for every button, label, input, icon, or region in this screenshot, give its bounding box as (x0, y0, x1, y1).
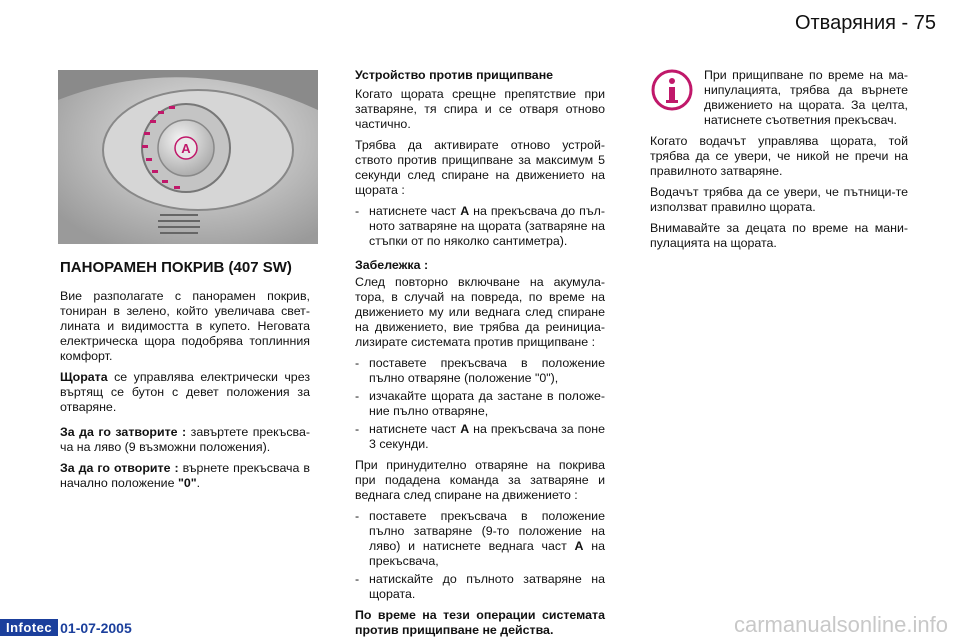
blind-description (60, 370, 310, 415)
panoramic-roof-section (60, 260, 310, 497)
close-label: За да го затворите : (60, 425, 187, 439)
forced-open-list (355, 509, 605, 602)
open-text: върнете прекъсвача в начално положение (60, 461, 310, 490)
info-box (650, 68, 908, 128)
note-heading: Забележка : (355, 258, 429, 272)
list-item: - поставете прекъсвача в положение пълно затваряне (9-то положение на ляво) и натиснете веднага част A на прекъсвача, (355, 509, 605, 569)
safety-p1: Когато водачът управлява щората, той трябва да се увери, че никой не пречи на правилното затваряне. (650, 134, 908, 178)
position-zero: "0" (177, 476, 197, 490)
roof-switch-photo (58, 70, 318, 244)
button-a-label: A (181, 141, 191, 156)
anti-pinch-section (355, 68, 605, 255)
info-text: При прищипване по време на ма-нипулацията, трябва да върнете движението на щората. За целта, натиснете съответния прекъсвач. (704, 68, 908, 127)
section-heading: ПАНОРАМЕН ПОКРИВ (407 SW) (60, 259, 292, 276)
note-p2: При принудително отваряне на покрива при подадена команда за затваряне и веднага след спиране на движението : (355, 458, 605, 502)
watermark: carmanualsonline.info (733, 612, 948, 637)
footer (0, 619, 132, 636)
safety-section (650, 68, 908, 257)
anti-pinch-p1: Когато щората срещне препятствие при затваряне, тя спира и се отваря отново частично. (355, 87, 605, 131)
roof-switch-illustration (58, 70, 318, 244)
edition-date: 01-07-2005 (60, 619, 132, 636)
list-item: - изчакайте щората да застане в положе-ние пълно отваряне, (355, 389, 605, 419)
blind-label: Щората (60, 370, 108, 384)
open-label: За да го отворите : (60, 461, 179, 475)
warning-text: По време на тези операции системата против прищипване не действа. (355, 608, 605, 637)
intro-paragraph: Вие разполагате с панорамен покрив, тониран в зелено, който увеличава свет-лината и видимостта в купето. Неговата електрическа щора подобрява топлинния комфорт. (60, 289, 310, 363)
blind-text: се управлява електрически чрез въртящ се бутон с девет положения за отваряне. (60, 370, 310, 414)
open-instruction (60, 461, 310, 491)
safety-p3: Внимавайте за децата по време на мани-пулацията на щората. (650, 221, 908, 250)
reinit-list (355, 356, 605, 452)
anti-pinch-heading: Устройство против прищипване (355, 68, 554, 82)
page-title: Отваряния - 75 (794, 12, 936, 34)
close-instruction (60, 425, 310, 455)
note-section (355, 258, 605, 644)
open-end: . (196, 476, 201, 490)
list-item: - натиснете част A на прекъсвача за поне 3 секунди. (355, 422, 605, 452)
note-p1: След повторно включване на акумула-тора, в случай на повреда, по време на движението му или веднага след спиране на движението, вие трябва да реинициа-лизирате системата против прищипване : (355, 275, 605, 349)
anti-pinch-list (355, 204, 605, 249)
safety-p2: Водачът трябва да се увери, че пътници-те използват правилно щората. (650, 185, 908, 214)
list-item: - натиснете част A на прекъсвача до пъл-ното затваряне на щората (затваряне на стъпки от по няколко сантиметра). (355, 204, 605, 249)
list-item: - поставете прекъсвача в положение пълно отваряне (положение "0"), (355, 356, 605, 386)
info-icon (650, 68, 694, 112)
list-item: - натискайте до пълното затваряне на щората. (355, 572, 605, 602)
anti-pinch-p2: Трябва да активирате отново устрой-ството против прищипване за максимум 5 секунди след спиране на движението на щората : (355, 138, 605, 197)
infotec-logo: Infotec (0, 619, 58, 636)
close-text: завъртете прекъсва-ча на ляво (9 възможни положения). (60, 425, 311, 454)
